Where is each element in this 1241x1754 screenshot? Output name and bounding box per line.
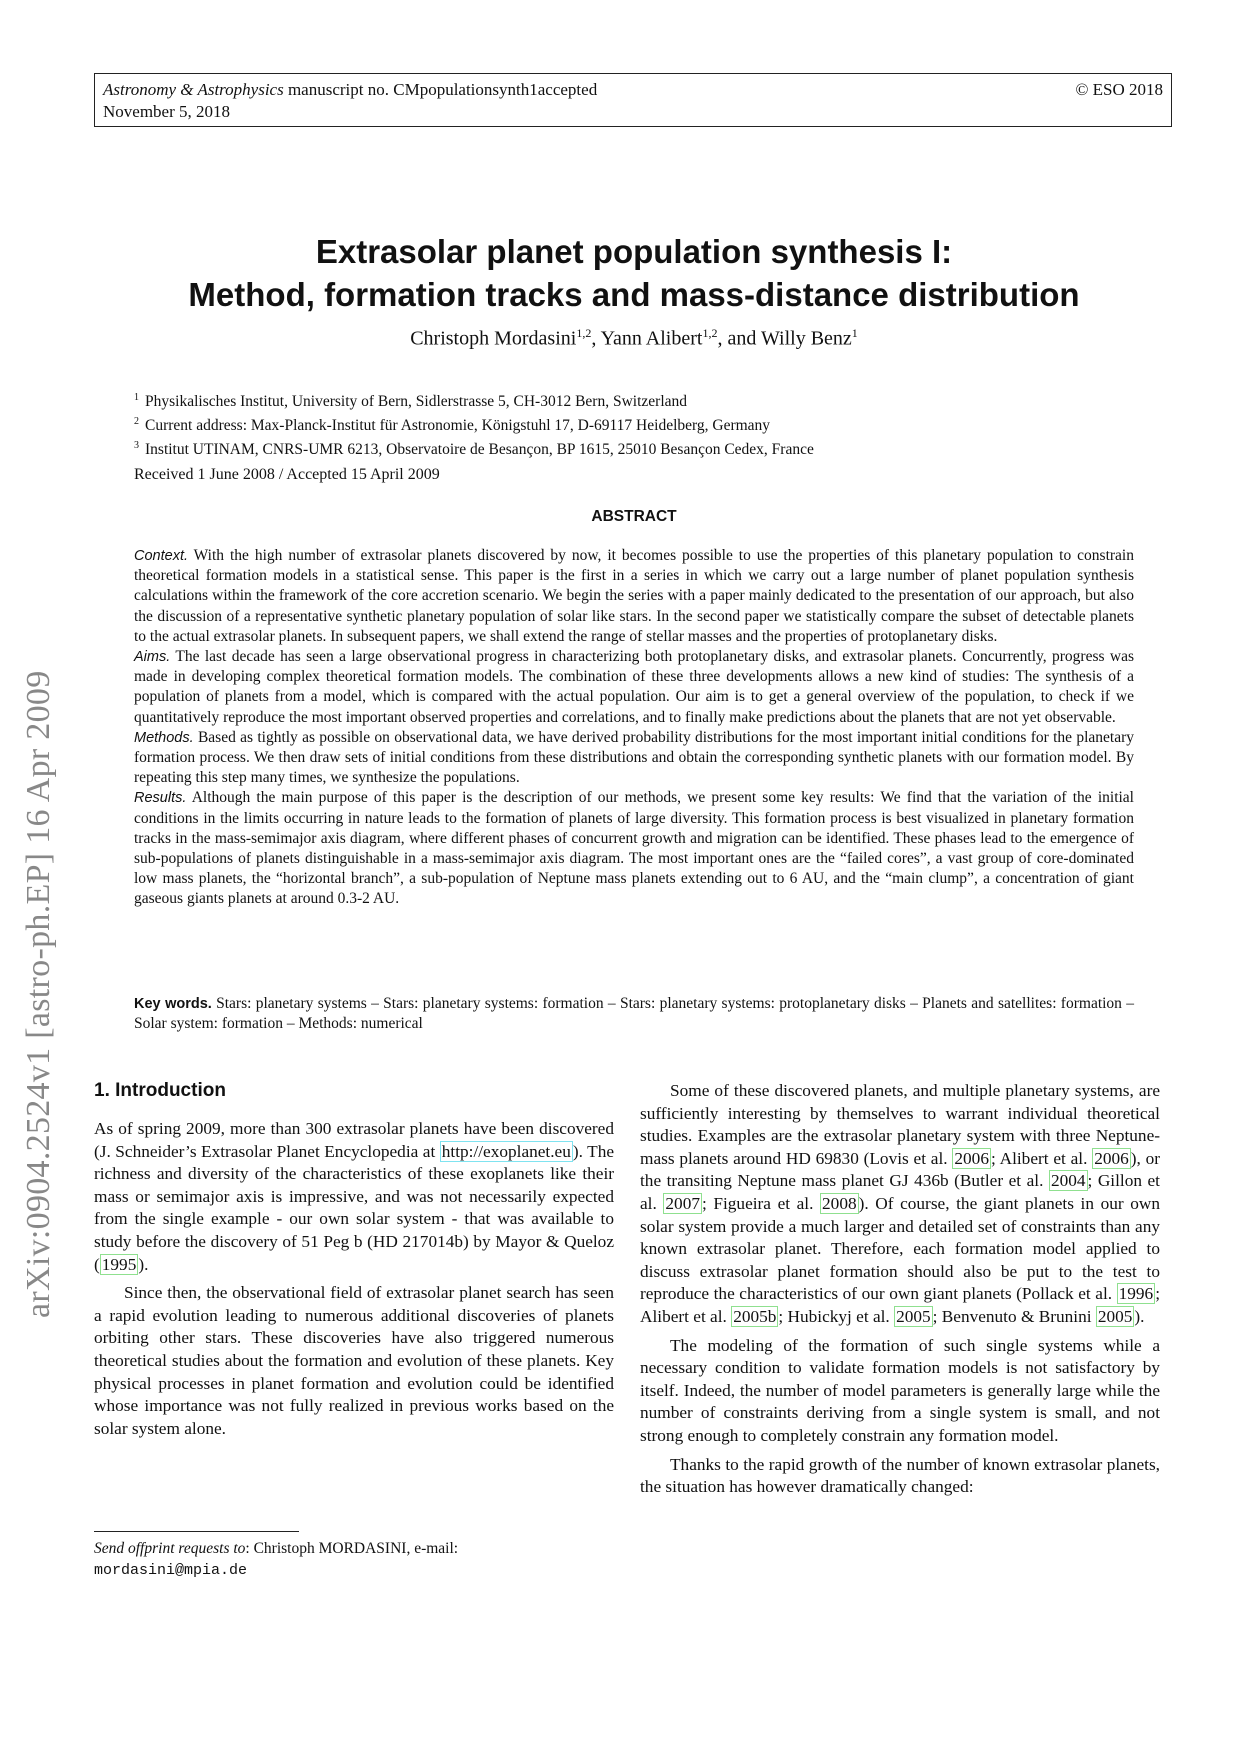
header-date: November 5, 2018 xyxy=(103,102,231,121)
text-run: ; Alibert et al. xyxy=(640,1284,1160,1326)
context-label: Context. xyxy=(134,548,188,564)
affiliations xyxy=(134,388,1134,460)
footnote-divider xyxy=(94,1531,299,1532)
exoplanet-link[interactable]: http://exoplanet.eu xyxy=(441,1141,571,1161)
context-text: With the high number of extrasolar planets discovered by now, it becomes possible to use the properties of this planetary population to constrain theoretical formation models in a statistical sense. This paper is the first in a series in which we carry out a large number of planet population synthesis calculations within the framework of the core accretion scenario. We begin the series with a paper mainly dedicated to the presentation of our approach, but also the discussion of a representative synthetic planetary population of solar like stars. In the second paper we statistically compare the subset of detectable planets to the actual extrasolar planets. In subsequent papers, we shall extend the range of stellar masses and the properties of protoplanetary disks. xyxy=(134,547,1134,645)
methods-label: Methods. xyxy=(134,729,194,746)
author-3-affil: 1 xyxy=(851,326,858,340)
keywords-text: Stars: planetary systems – Stars: planetary systems: formation – Stars: planetary systems: protoplanetary disks – Planets and satellites: formation – Solar system: formation – Methods: numerical xyxy=(134,995,1134,1033)
affiliation-1 xyxy=(134,388,1134,412)
affiliation-text: Physikalisches Institut, University of Bern, Sidlerstrasse 5, CH-3012 Bern, Switzerland xyxy=(145,393,688,411)
text-run: ), or the transiting Neptune mass planet GJ 436b (Butler et al. xyxy=(640,1148,1161,1191)
intro-paragraph-2: Since then, the observational field of extrasolar planet search has seen a rapid evolution leading to numerous additional discoveries of planets orbiting other stars. These discoveries have also triggered numerous theoretical studies about the formation and evolution of these planets. Key physical processes in planet formation and evolution could be identified whose importance was not fully realized in previous works based on the solar system alone. xyxy=(94,1283,614,1438)
journal-line xyxy=(103,79,1163,101)
journal-name: Astronomy & Astrophysics xyxy=(103,80,284,99)
affiliation-text: Current address: Max-Planck-Institut für Astronomie, Königstuhl 17, D-69117 Heidelberg, Germany xyxy=(145,417,771,435)
text-run: ; Figueira et al. xyxy=(701,1193,821,1213)
affiliation-number: 2 xyxy=(134,416,139,428)
received-accepted-dates: Received 1 June 2008 / Accepted 15 April 2009 xyxy=(134,466,440,483)
intro-paragraph-3 xyxy=(640,1080,1160,1329)
abstract-body xyxy=(134,546,1134,910)
aims-label: Aims. xyxy=(134,649,171,666)
citation-link[interactable]: 2007 xyxy=(665,1193,700,1213)
text-run: As of spring 2009, more than 300 extrasolar planets have been discovered (J. Schneider’s Extrasolar Planet Encyclopedia at xyxy=(94,1119,614,1161)
section-heading-introduction: 1. Introduction xyxy=(94,1080,226,1101)
affiliation-number: 3 xyxy=(134,440,139,452)
intro-paragraph-4: The modeling of the formation of such single systems while a necessary condition to validate formation models is not satisfactory by itself. Indeed, the number of model parameters is generally large while the number of constraints deriving from a single system is small, and not strong enough to completely constrain any formation model. xyxy=(640,1335,1160,1445)
citation-link[interactable]: 1996 xyxy=(1118,1284,1154,1304)
text-run: ). Of course, the giant planets in our own solar system provide a much larger and detailed set of constraints than any known extrasolar planet. Therefore, each formation model applied to discuss extrasolar planet formation should also be put to the test to reproduce the characteristics of our own giant planets (Pollack et al. xyxy=(640,1193,1160,1304)
citation-link[interactable]: 2005 xyxy=(1097,1306,1133,1326)
abstract-heading: ABSTRACT xyxy=(591,508,677,525)
text-run: ). The richness and diversity of the characteristics of these exoplanets like their mass or semimajor axis is impressive, and was not necessarily expected from the single example - our own solar system - that was available to study before the discovery of 51 Peg b (HD 217014b) by Mayor & Queloz ( xyxy=(94,1141,614,1274)
citation-link[interactable]: 2005 xyxy=(896,1306,931,1326)
text-run: ; Alibert et al. xyxy=(990,1148,1093,1168)
citation-link[interactable]: 2008 xyxy=(822,1193,857,1213)
copyright: © ESO 2018 xyxy=(1075,80,1163,99)
intro-paragraph-1 xyxy=(94,1118,614,1276)
author-2-affil: 1,2 xyxy=(702,326,718,340)
paper-title xyxy=(94,230,1174,316)
text-run: ; Hubickyj et al. xyxy=(778,1306,895,1326)
text-run: ). xyxy=(1134,1306,1145,1326)
results-text: Although the main purpose of this paper is the description of our methods, we present some key results: We find that the variation of the initial conditions in the limits occurring in nature leads to the formation of planets of large diversity. This formation process is best visualized in planetary formation tracks in the mass-semimajor axis diagram, where different phases of concurrent growth and migration can be identified. These phases lead to the emergence of sub-populations of planets distinguishable in a mass-semimajor axis diagram. The most important ones are the “failed cores”, a vast group of core-dominated low mass planets, the “horizontal branch”, a sub-population of Neptune mass planets extending out to 6 AU, and the “main clump”, a concentration of giant gaseous giants planets at around 0.3-2 AU. xyxy=(134,789,1134,908)
affiliation-3 xyxy=(134,436,1134,460)
citation-link[interactable]: 2006 xyxy=(954,1148,989,1168)
affiliation-number: 1 xyxy=(134,392,139,403)
abstract-methods xyxy=(134,728,1134,789)
author-list xyxy=(94,326,1174,351)
results-label: Results. xyxy=(134,790,187,807)
abstract-results xyxy=(134,788,1134,909)
title-line-2: Method, formation tracks and mass-distance distribution xyxy=(188,276,1080,313)
text-run: ; Benvenuto & Brunini xyxy=(932,1306,1096,1326)
text-run: ; Gillon et al. xyxy=(640,1171,1160,1213)
affiliation-text: Institut UTINAM, CNRS-UMR 6213, Observatoire de Besançon, BP 1615, 25010 Besançon Cedex, France xyxy=(145,441,814,459)
keywords-label: Key words. xyxy=(134,996,212,1012)
citation-link[interactable]: 1995 xyxy=(101,1254,137,1274)
citation-link[interactable]: 2006 xyxy=(1094,1148,1129,1168)
intro-paragraph-5: Thanks to the rapid growth of the number of known extrasolar planets, the situation has however dramatically changed: xyxy=(640,1454,1160,1497)
text-run: ). xyxy=(138,1254,149,1274)
title-line-1: Extrasolar planet population synthesis I: xyxy=(315,233,953,270)
citation-link[interactable]: 2005b xyxy=(733,1306,777,1326)
author-3: , and Willy Benz xyxy=(717,327,852,350)
abstract-aims xyxy=(134,647,1134,728)
journal-header xyxy=(94,73,1172,127)
contact-email[interactable]: mordasini@mpia.de xyxy=(94,1562,248,1579)
arxiv-identifier: arXiv:0904.2524v1 [astro-ph.EP] 16 Apr 2009 xyxy=(20,670,57,1318)
left-column xyxy=(94,1080,614,1440)
footnote xyxy=(94,1538,614,1581)
author-2: , Yann Alibert xyxy=(591,327,703,350)
manuscript-number: manuscript no. CMpopulationsynth1accepted xyxy=(283,80,598,99)
citation-link[interactable]: 2004 xyxy=(1050,1171,1086,1191)
author-1: Christoph Mordasini xyxy=(410,327,577,350)
keywords xyxy=(134,994,1134,1034)
footnote-text: : Christoph MORDASINI, e-mail: xyxy=(245,1540,459,1557)
author-1-affil: 1,2 xyxy=(576,326,592,340)
text-run: Some of these discovered planets, and multiple planetary systems, are sufficiently interesting by themselves to warrant individual theoretical studies. Examples are the extrasolar planetary system with three Neptune-mass planets around HD 69830 (Lovis et al. xyxy=(640,1081,1160,1168)
methods-text: Based as tightly as possible on observational data, we have derived probability distributions for the most important initial conditions for the planetary formation process. We then draw sets of initial conditions from these distributions and obtain the corresponding synthetic planets with our formation model. By repeating this step many times, we synthesize the populations. xyxy=(134,728,1134,787)
abstract-context xyxy=(134,546,1134,647)
right-column xyxy=(640,1080,1160,1499)
aims-text: The last decade has seen a large observational progress in characterizing both protoplanetary disks, and extrasolar planets. Concurrently, progress was made in developing complex theoretical formation models. The combination of these three developments allows a new kind of studies: The synthesis of a population of planets from a model, which is compared with the actual population. Our aim is to get a general overview of the population, to check if we quantitatively reproduce the most important observed properties and correlations, and to finally make predictions about the planets that are not yet observable. xyxy=(134,648,1134,726)
footnote-label: Send offprint requests to xyxy=(94,1540,246,1557)
affiliation-2 xyxy=(134,412,1134,436)
